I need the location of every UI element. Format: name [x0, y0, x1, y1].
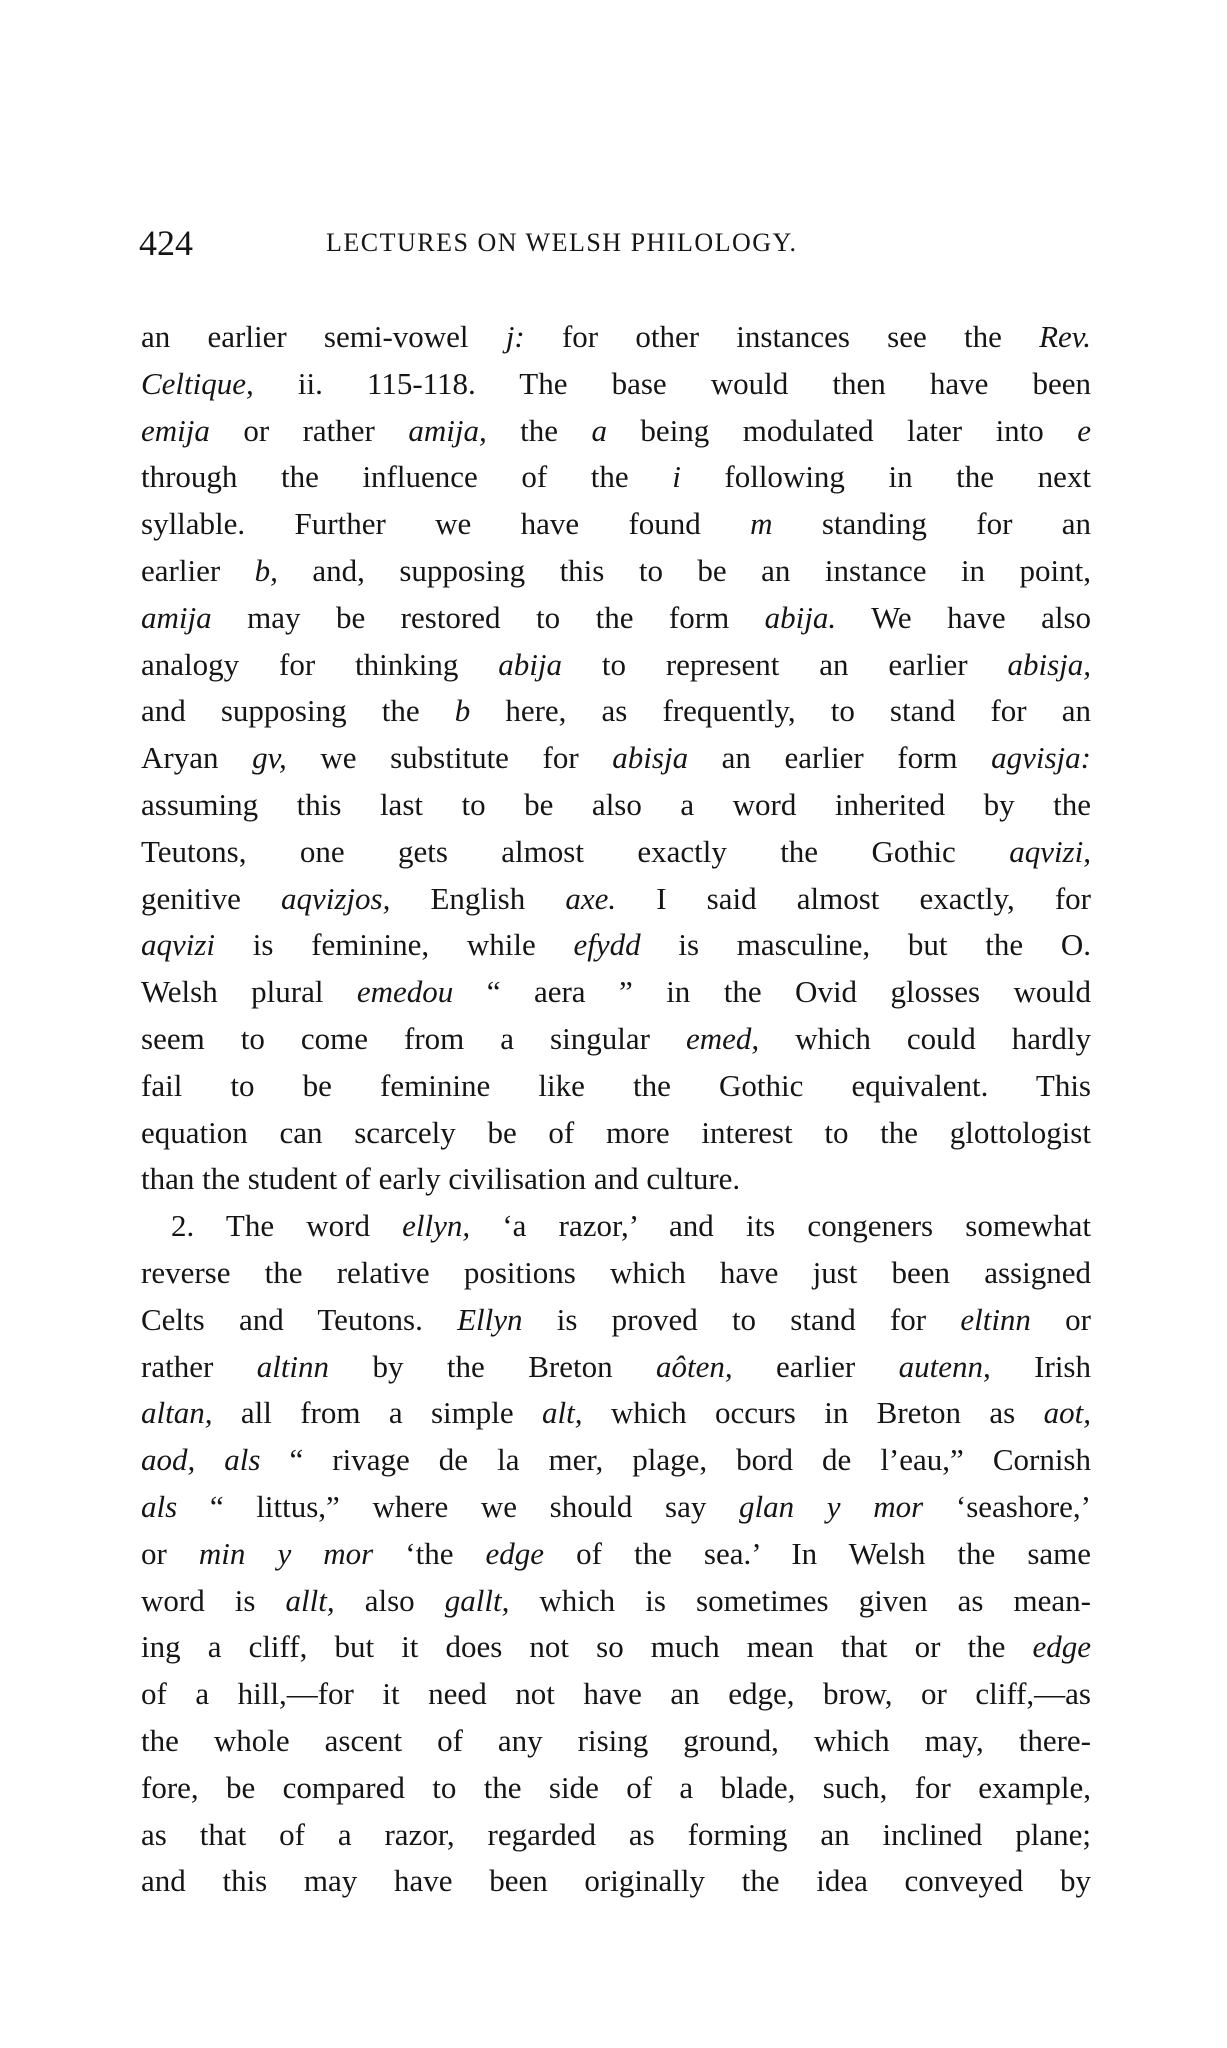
- text-run: We have also: [836, 599, 1092, 635]
- text-line: [141, 595, 1091, 642]
- text-run: equation can scarcely be of more interest to the glottologist: [141, 1114, 1091, 1150]
- text-run: or rather: [209, 412, 409, 448]
- text-line: [141, 501, 1091, 548]
- italic-term: autenn,: [898, 1348, 991, 1384]
- italic-term: emedou: [356, 974, 454, 1010]
- text-run: word is: [141, 1582, 286, 1618]
- text-run: ing a cliff, but it does not so much mean that or the: [141, 1629, 1033, 1665]
- text-line: [141, 1390, 1091, 1437]
- text-run: I said almost exactly, for: [616, 880, 1092, 916]
- text-run: or: [1030, 1301, 1091, 1337]
- italic-term: eltinn: [960, 1301, 1031, 1337]
- italic-term: b: [454, 693, 471, 729]
- text-run: earlier: [732, 1348, 899, 1384]
- italic-term: aot,: [1043, 1395, 1091, 1431]
- text-line: [141, 408, 1091, 455]
- italic-term: gv,: [252, 740, 287, 776]
- text-run: for other instances see the: [524, 319, 1040, 354]
- italic-term: amija: [141, 599, 212, 635]
- text-run: or: [141, 1535, 199, 1571]
- italic-term: aqvizi,: [1009, 833, 1091, 869]
- text-line: [141, 969, 1091, 1016]
- text-line: [141, 1765, 1091, 1812]
- text-run: Welsh plural: [141, 974, 357, 1010]
- text-run: ‘the: [373, 1535, 486, 1571]
- text-run: Teutons, one gets almost exactly the Gothic: [141, 833, 1010, 869]
- text-line: [141, 314, 1091, 361]
- italic-term: aôten,: [656, 1348, 733, 1384]
- text-run: an earlier form: [688, 740, 992, 776]
- text-line: [141, 1671, 1091, 1718]
- italic-term: abija: [498, 646, 562, 682]
- italic-term: a: [591, 412, 607, 448]
- text-run: 2. The word: [171, 1208, 403, 1244]
- italic-term: b,: [254, 552, 278, 588]
- text-run: analogy for thinking: [141, 646, 499, 682]
- text-run: seem to come from a singular: [141, 1020, 686, 1056]
- text-run: “ aera ” in the Ovid glosses would: [453, 974, 1091, 1010]
- text-run: genitive: [141, 880, 281, 916]
- text-run: which could hardly: [759, 1020, 1091, 1056]
- text-run: and, supposing this to be an instance in point,: [277, 552, 1092, 588]
- italic-term: edge: [1032, 1629, 1091, 1665]
- text-line: [141, 1718, 1091, 1765]
- italic-term: alt,: [541, 1395, 583, 1431]
- italic-term: Celtique,: [141, 365, 254, 401]
- running-head: LECTURES ON WELSH PHILOLOGY.: [326, 228, 798, 257]
- text-line: [141, 1016, 1091, 1063]
- italic-term: als: [141, 1488, 178, 1524]
- italic-term: aqvizi: [141, 927, 216, 963]
- text-line: [141, 1624, 1091, 1671]
- text-run: is feminine, while: [215, 927, 574, 963]
- text-run: ‘a razor,’ and its congeners somewhat: [470, 1208, 1091, 1244]
- text-line: [141, 548, 1091, 595]
- italic-term: i: [672, 459, 681, 495]
- text-run: Irish: [990, 1348, 1091, 1384]
- text-run: which is sometimes given as mean-: [509, 1582, 1092, 1618]
- italic-term: edge: [485, 1535, 545, 1571]
- text-line: [141, 1812, 1091, 1859]
- text-line: [141, 829, 1091, 876]
- italic-term: allt,: [285, 1582, 335, 1618]
- italic-term: j:: [505, 319, 525, 354]
- italic-term: efydd: [573, 927, 641, 963]
- italic-term: abija.: [764, 599, 837, 635]
- text-run: following in the next: [680, 459, 1091, 495]
- italic-term: e: [1077, 412, 1092, 448]
- text-line: [141, 922, 1091, 969]
- text-line: [141, 454, 1091, 501]
- italic-term: abisja,: [1007, 646, 1091, 682]
- body-text: [141, 314, 1091, 1905]
- text-line: [141, 735, 1091, 782]
- text-run: “ littus,” where we should say: [177, 1488, 740, 1524]
- text-line: [141, 1858, 1091, 1905]
- text-run: and supposing the: [141, 693, 455, 729]
- text-run: by the Breton: [329, 1348, 656, 1384]
- text-line: [141, 1437, 1091, 1484]
- text-line: [141, 1203, 1091, 1250]
- text-run: is masculine, but the O.: [640, 927, 1091, 963]
- text-run: earlier: [141, 552, 255, 588]
- text-run: ii. 115-118. The base would then have been: [253, 365, 1091, 401]
- italic-term: abisja: [612, 740, 689, 776]
- text-run: than the student of early civilisation and culture.: [141, 1161, 741, 1197]
- italic-term: glan y mor: [739, 1488, 924, 1524]
- text-run: of a hill,—for it need not have an edge, brow, or cliff,—as: [141, 1676, 1091, 1712]
- italic-term: emed,: [685, 1020, 760, 1056]
- text-run: may be restored to the form: [211, 599, 765, 635]
- italic-term: emija: [141, 412, 210, 448]
- italic-term: altan,: [141, 1395, 213, 1431]
- italic-term: ellyn,: [402, 1208, 471, 1244]
- text-run: here, as frequently, to stand for an: [470, 693, 1092, 729]
- italic-term: Rev.: [1039, 319, 1091, 354]
- text-run: reverse the relative positions which have just been assigned: [141, 1254, 1091, 1290]
- text-line: [141, 1344, 1091, 1391]
- italic-term: aqvizjos,: [280, 880, 391, 916]
- text-run: Aryan: [141, 740, 253, 776]
- text-run: rather: [141, 1348, 257, 1384]
- text-line: [141, 876, 1091, 923]
- text-line: [141, 1110, 1091, 1157]
- italic-term: altinn: [256, 1348, 330, 1384]
- text-line: [141, 1063, 1091, 1110]
- text-run: the whole ascent of any rising ground, which may, there-: [141, 1722, 1091, 1758]
- italic-term: amija,: [408, 412, 487, 448]
- text-run: an earlier semi-vowel: [141, 319, 506, 354]
- text-run: Celts and Teutons.: [141, 1301, 458, 1337]
- italic-term: Ellyn: [457, 1301, 523, 1337]
- text-line: [141, 1531, 1091, 1578]
- text-run: “ rivage de la mer, plage, bord de l’eau,” Cornish: [260, 1442, 1091, 1478]
- italic-term: min y mor: [198, 1535, 374, 1571]
- page-number: 424: [139, 223, 193, 263]
- text-line: [141, 1156, 1091, 1203]
- italic-term: m: [750, 506, 773, 542]
- italic-term: agvisja:: [991, 740, 1091, 776]
- text-run: assuming this last to be also a word inherited by the: [141, 786, 1091, 822]
- text-run: of the sea.’ In Welsh the same: [544, 1535, 1092, 1571]
- text-run: which occurs in Breton as: [582, 1395, 1044, 1431]
- text-run: is proved to stand for: [522, 1301, 961, 1337]
- text-run: through the influence of the: [141, 459, 673, 495]
- italic-term: gallt,: [444, 1582, 510, 1618]
- text-run: to represent an earlier: [561, 646, 1008, 682]
- text-run: syllable. Further we have found: [141, 506, 751, 542]
- text-line: [141, 1484, 1091, 1531]
- text-line: [141, 688, 1091, 735]
- text-line: [141, 642, 1091, 689]
- text-run: fail to be feminine like the Gothic equivalent. This: [141, 1067, 1091, 1103]
- text-line: [141, 1297, 1091, 1344]
- text-run: ‘seashore,’: [923, 1488, 1091, 1524]
- text-run: English: [390, 880, 566, 916]
- text-line: [141, 782, 1091, 829]
- text-run: also: [334, 1582, 445, 1618]
- text-run: and this may have been originally the idea conveyed by: [141, 1863, 1091, 1899]
- text-run: all from a simple: [212, 1395, 542, 1431]
- text-line: [141, 361, 1091, 408]
- italic-term: axe.: [565, 880, 617, 916]
- text-run: standing for an: [772, 506, 1091, 542]
- text-run: being modulated later into: [606, 412, 1078, 448]
- text-run: the: [486, 412, 592, 448]
- text-run: we substitute for: [286, 740, 613, 776]
- text-run: fore, be compared to the side of a blade, such, for example,: [141, 1769, 1091, 1805]
- text-run: as that of a razor, regarded as forming an inclined plane;: [141, 1816, 1091, 1852]
- text-line: [141, 1250, 1091, 1297]
- italic-term: aod, als: [141, 1442, 261, 1478]
- text-line: [141, 1578, 1091, 1625]
